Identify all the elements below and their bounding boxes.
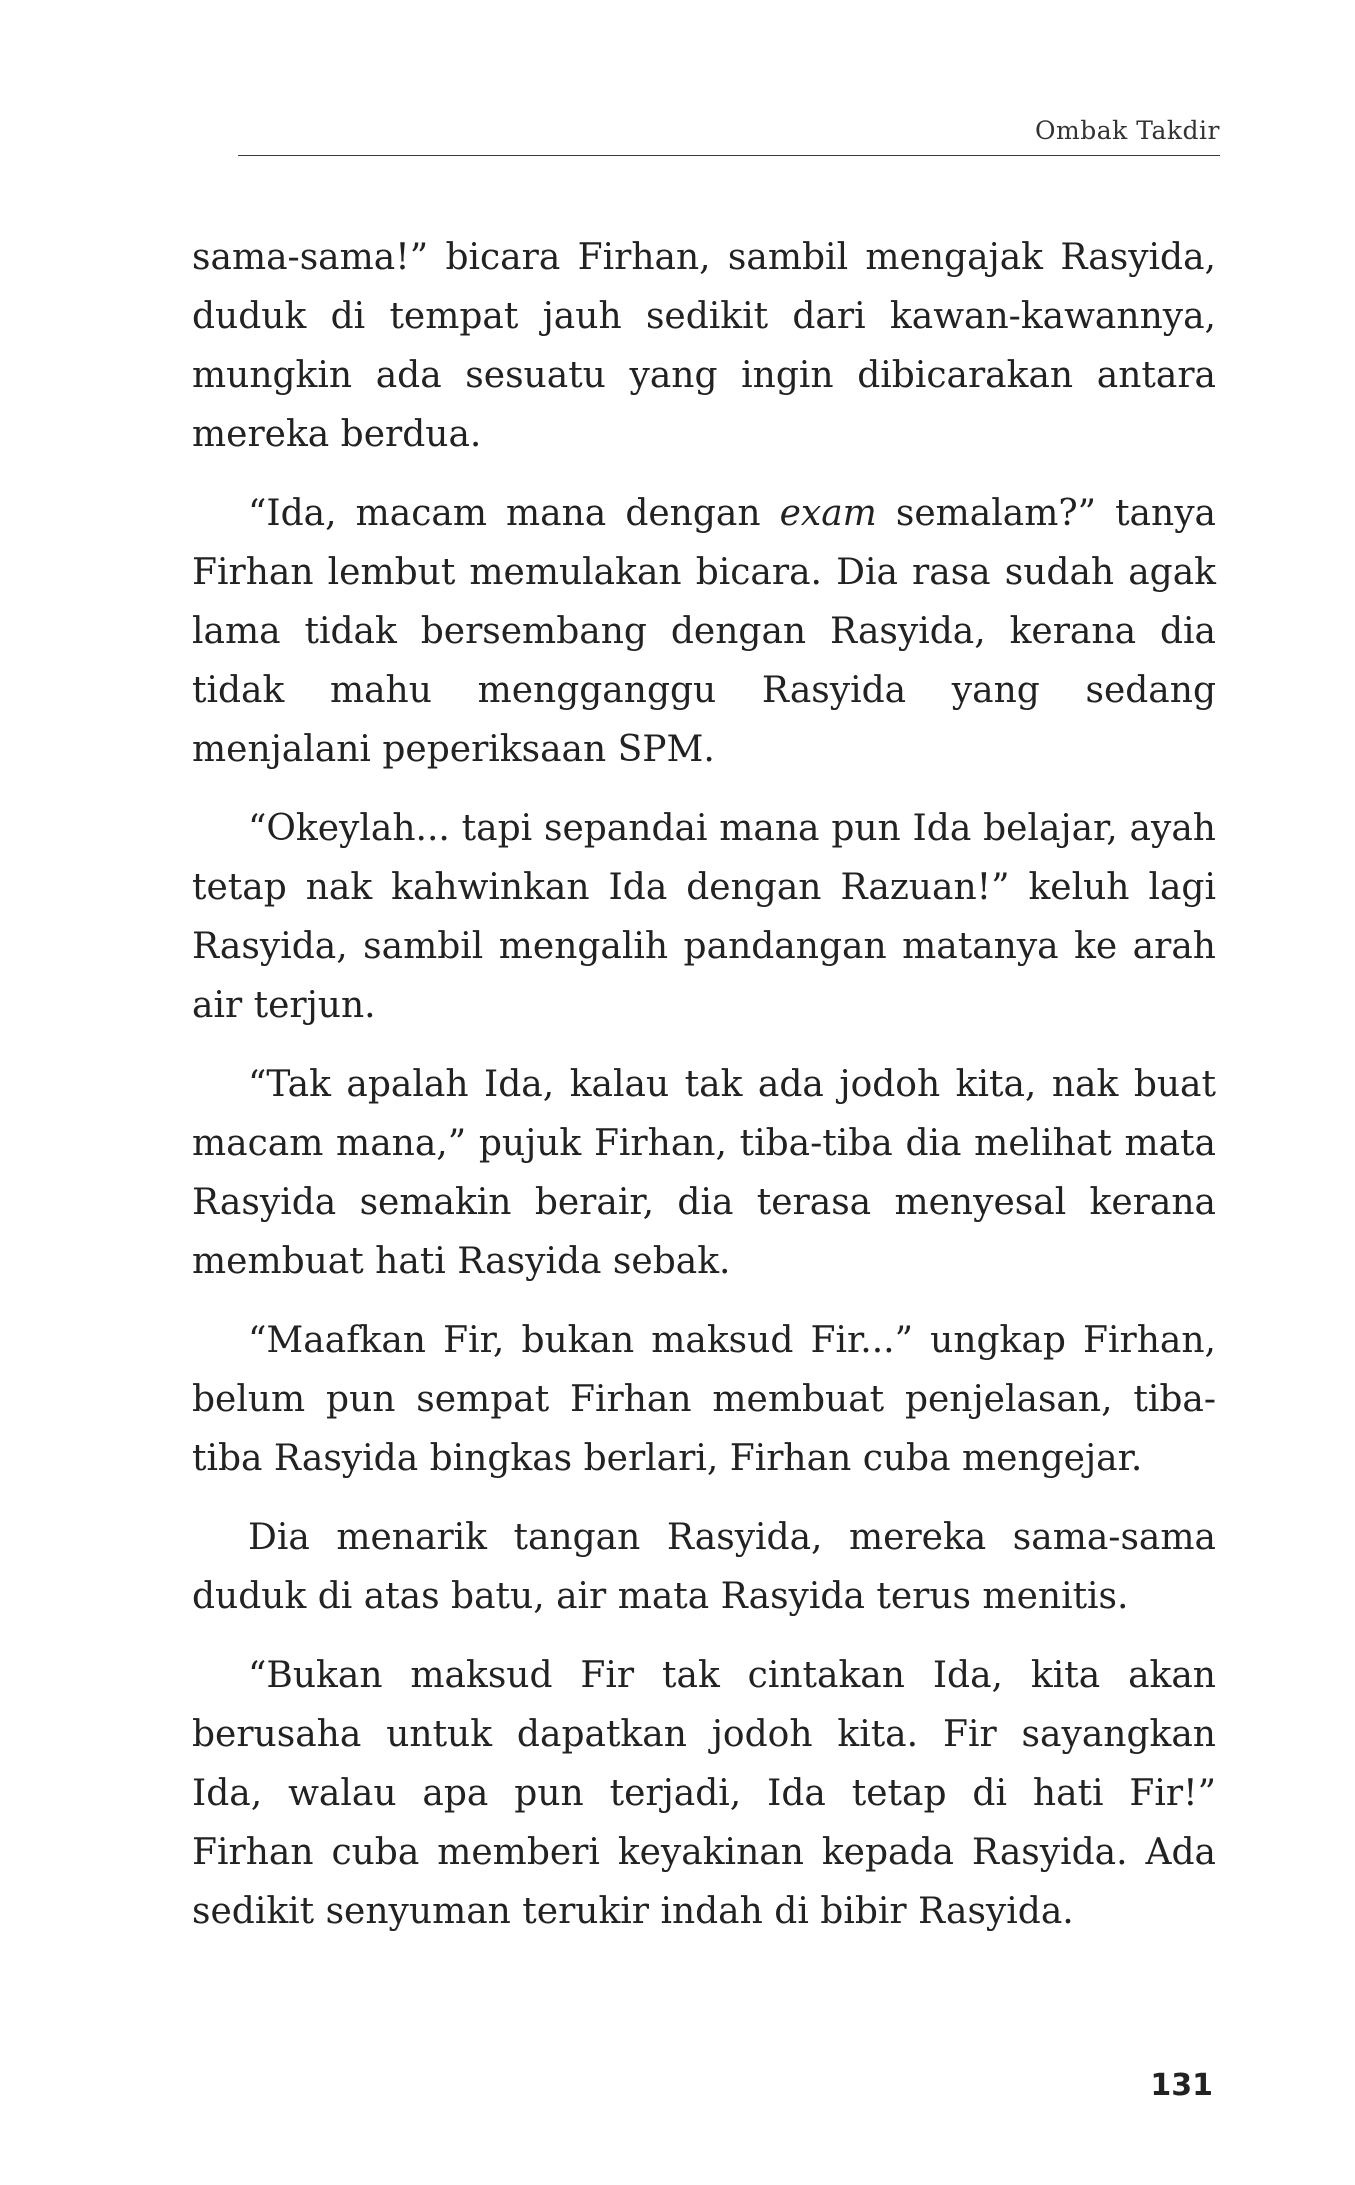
body-text	[192, 228, 1216, 1961]
paragraph: sama-sama!” bicara Firhan, sambil mengajak Rasyida, duduk di tempat jauh sedikit dari kawan-kawannya, mungkin ada sesuatu yang ingin dibicarakan antara mereka berdua.	[192, 237, 1216, 455]
paragraph: “Tak apalah Ida, kalau tak ada jodoh kita, nak buat macam mana,” pujuk Firhan, tiba-tiba dia melihat mata Rasyida semakin berair, dia terasa menyesal kerana membuat hati Rasyida sebak.	[192, 1064, 1216, 1282]
paragraph	[192, 484, 1216, 779]
running-title: Ombak Takdir	[1035, 116, 1220, 145]
paragraph-text: semalam?” tanya Firhan lembut memulakan bicara. Dia rasa sudah agak lama tidak bersembang dengan Rasyida, kerana dia tidak mahu mengganggu Rasyida yang sedang menjalani peperiksaan SPM.	[192, 493, 1217, 770]
paragraph: Dia menarik tangan Rasyida, mereka sama-sama duduk di atas batu, air mata Rasyida terus menitis.	[192, 1517, 1216, 1617]
paragraph-text: “Ida, macam mana dengan	[248, 493, 780, 534]
italic-word: exam	[779, 493, 877, 534]
page-number: 131	[1150, 2068, 1213, 2103]
paragraph: “Maafkan Fir, bukan maksud Fir...” ungkap Firhan, belum pun sempat Firhan membuat penjelasan, tiba-tiba Rasyida bingkas berlari, Firhan cuba mengejar.	[192, 1320, 1216, 1479]
running-header	[238, 104, 1220, 156]
paragraph: “Bukan maksud Fir tak cintakan Ida, kita akan berusaha untuk dapatkan jodoh kita. Fir sayangkan Ida, walau apa pun terjadi, Ida tetap di hati Fir!” Firhan cuba memberi keyakinan kepada Rasyida. Ada sedikit senyuman terukir indah di bibir Rasyida.	[192, 1655, 1216, 1932]
paragraph: “Okeylah... tapi sepandai mana pun Ida belajar, ayah tetap nak kahwinkan Ida dengan Razuan!” keluh lagi Rasyida, sambil mengalih pandangan matanya ke arah air terjun.	[192, 808, 1216, 1026]
